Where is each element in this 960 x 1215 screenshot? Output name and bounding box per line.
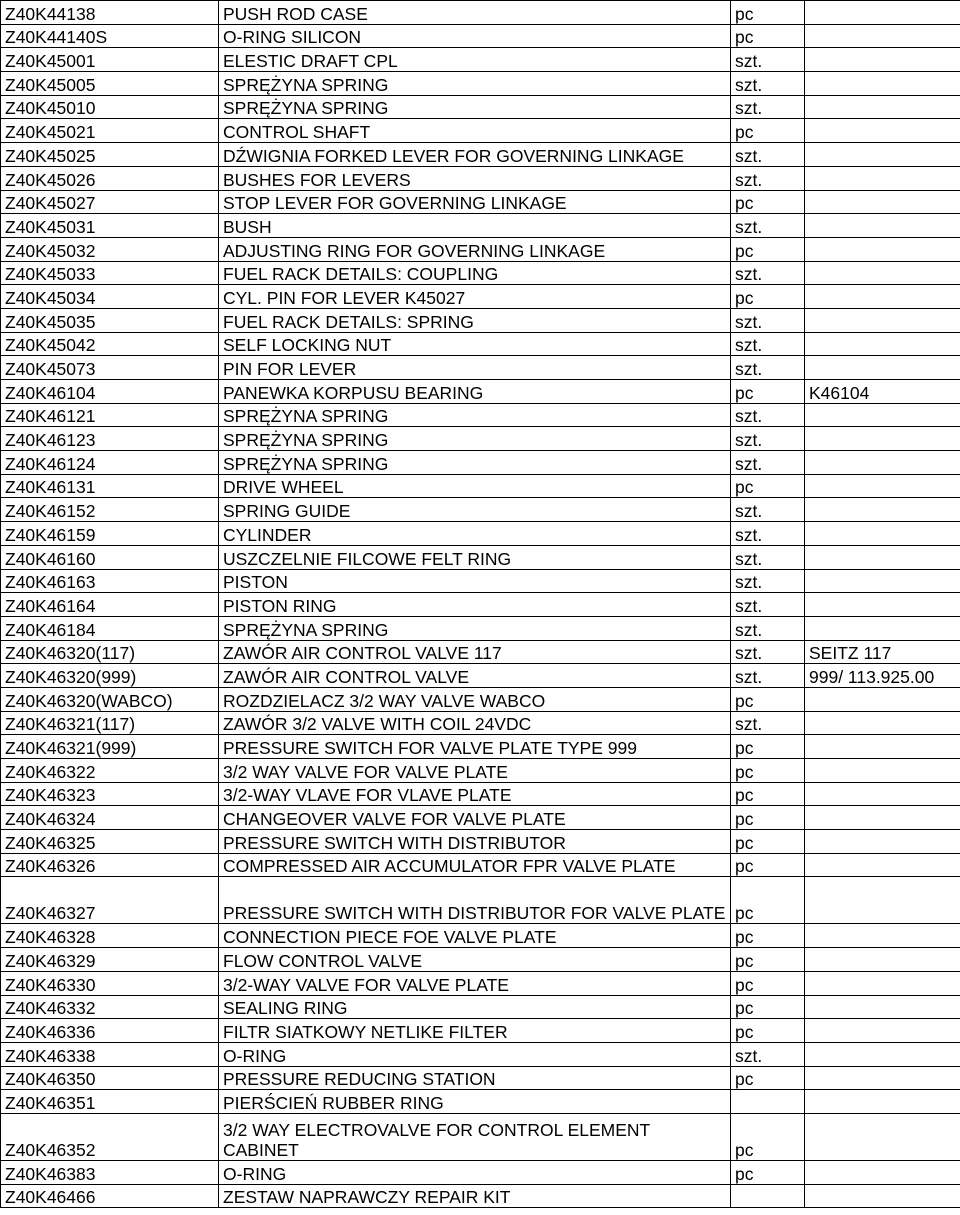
part-number-cell: Z40K46325 — [1, 830, 219, 854]
description-cell: PANEWKA KORPUSU BEARING — [219, 380, 731, 404]
description-cell: CHANGEOVER VALVE FOR VALVE PLATE — [219, 806, 731, 830]
description-cell: ELESTIC DRAFT CPL — [219, 48, 731, 72]
unit-cell: pc — [731, 119, 805, 143]
part-number-cell: Z40K46352 — [1, 1113, 219, 1160]
description-cell: ZAWÓR 3/2 VALVE WITH COIL 24VDC — [219, 711, 731, 735]
table-row — [1, 119, 960, 143]
unit-cell: pc — [731, 1066, 805, 1090]
unit-cell: pc — [731, 806, 805, 830]
table-row — [1, 261, 960, 285]
description-cell: ZAWÓR AIR CONTROL VALVE 117 — [219, 640, 731, 664]
note-cell — [805, 451, 960, 475]
unit-cell: pc — [731, 759, 805, 783]
description-cell: CYLINDER — [219, 522, 731, 546]
description-cell: BUSHES FOR LEVERS — [219, 166, 731, 190]
table-row — [1, 664, 960, 688]
description-cell: FLOW CONTROL VALVE — [219, 948, 731, 972]
part-number-cell: Z40K46121 — [1, 403, 219, 427]
part-number-cell: Z40K46350 — [1, 1066, 219, 1090]
note-cell — [805, 782, 960, 806]
note-cell — [805, 877, 960, 924]
note-cell — [805, 971, 960, 995]
part-number-cell: Z40K46123 — [1, 427, 219, 451]
table-row — [1, 782, 960, 806]
unit-cell: szt. — [731, 593, 805, 617]
unit-cell: pc — [731, 380, 805, 404]
part-number-cell: Z40K45005 — [1, 72, 219, 96]
unit-cell: szt. — [731, 95, 805, 119]
part-number-cell: Z40K45032 — [1, 237, 219, 261]
description-cell: O-RING — [219, 1042, 731, 1066]
table-row — [1, 380, 960, 404]
unit-cell: szt. — [731, 332, 805, 356]
part-number-cell: Z40K45027 — [1, 190, 219, 214]
unit-cell: pc — [731, 877, 805, 924]
part-number-cell: Z40K46329 — [1, 948, 219, 972]
table-row — [1, 877, 960, 924]
unit-cell — [731, 1090, 805, 1114]
table-row — [1, 735, 960, 759]
note-cell — [805, 1019, 960, 1043]
description-cell: 3/2 WAY VALVE FOR VALVE PLATE — [219, 759, 731, 783]
table-row — [1, 971, 960, 995]
note-cell — [805, 474, 960, 498]
description-cell: FILTR SIATKOWY NETLIKE FILTER — [219, 1019, 731, 1043]
description-cell: 3/2 WAY ELECTROVALVE FOR CONTROL ELEMENT CABINET — [219, 1113, 731, 1160]
note-cell: K46104 — [805, 380, 960, 404]
unit-cell: pc — [731, 1113, 805, 1160]
description-cell: CYL. PIN FOR LEVER K45027 — [219, 285, 731, 309]
table-row — [1, 166, 960, 190]
part-number-cell: Z40K45034 — [1, 285, 219, 309]
unit-cell: pc — [731, 782, 805, 806]
unit-cell: pc — [731, 1160, 805, 1184]
note-cell — [805, 72, 960, 96]
description-cell: FUEL RACK DETAILS: COUPLING — [219, 261, 731, 285]
table-row — [1, 143, 960, 167]
note-cell — [805, 1, 960, 25]
part-number-cell: Z40K45010 — [1, 95, 219, 119]
part-number-cell: Z40K46323 — [1, 782, 219, 806]
part-number-cell: Z40K46163 — [1, 569, 219, 593]
table-row — [1, 237, 960, 261]
note-cell — [805, 1160, 960, 1184]
note-cell — [805, 48, 960, 72]
unit-cell: pc — [731, 24, 805, 48]
part-number-cell: Z40K46152 — [1, 498, 219, 522]
part-number-cell: Z40K46131 — [1, 474, 219, 498]
description-cell: SPRĘŻYNA SPRING — [219, 403, 731, 427]
description-cell: PRESSURE SWITCH WITH DISTRIBUTOR FOR VALVE PLATE — [219, 877, 731, 924]
unit-cell: pc — [731, 237, 805, 261]
description-cell: SPRING GUIDE — [219, 498, 731, 522]
table-row — [1, 498, 960, 522]
unit-cell: szt. — [731, 640, 805, 664]
description-cell: CONTROL SHAFT — [219, 119, 731, 143]
note-cell — [805, 545, 960, 569]
table-row — [1, 806, 960, 830]
part-number-cell: Z40K46320(999) — [1, 664, 219, 688]
table-row — [1, 72, 960, 96]
note-cell — [805, 427, 960, 451]
table-row — [1, 285, 960, 309]
table-row — [1, 640, 960, 664]
part-number-cell: Z40K46326 — [1, 853, 219, 877]
unit-cell: szt. — [731, 427, 805, 451]
table-row — [1, 48, 960, 72]
part-number-cell: Z40K46330 — [1, 971, 219, 995]
part-number-cell: Z40K46321(117) — [1, 711, 219, 735]
part-number-cell: Z40K45035 — [1, 308, 219, 332]
table-row — [1, 593, 960, 617]
part-number-cell: Z40K46320(WABCO) — [1, 687, 219, 711]
table-row — [1, 1019, 960, 1043]
description-cell: DŹWIGNIA FORKED LEVER FOR GOVERNING LINKAGE — [219, 143, 731, 167]
description-cell: BUSH — [219, 214, 731, 238]
description-cell: ROZDZIELACZ 3/2 WAY VALVE WABCO — [219, 687, 731, 711]
note-cell — [805, 522, 960, 546]
description-cell: DRIVE WHEEL — [219, 474, 731, 498]
note-cell — [805, 356, 960, 380]
note-cell — [805, 995, 960, 1019]
part-number-cell: Z40K46336 — [1, 1019, 219, 1043]
table-row — [1, 545, 960, 569]
unit-cell: szt. — [731, 545, 805, 569]
note-cell — [805, 711, 960, 735]
unit-cell: szt. — [731, 569, 805, 593]
description-cell: PRESSURE SWITCH WITH DISTRIBUTOR — [219, 830, 731, 854]
unit-cell: szt. — [731, 498, 805, 522]
unit-cell: szt. — [731, 616, 805, 640]
description-cell: SELF LOCKING NUT — [219, 332, 731, 356]
part-number-cell: Z40K46320(117) — [1, 640, 219, 664]
table-row — [1, 427, 960, 451]
table-row — [1, 95, 960, 119]
unit-cell: pc — [731, 1, 805, 25]
table-row — [1, 214, 960, 238]
part-number-cell: Z40K45021 — [1, 119, 219, 143]
table-row — [1, 403, 960, 427]
unit-cell: szt. — [731, 48, 805, 72]
part-number-cell: Z40K46164 — [1, 593, 219, 617]
unit-cell: szt. — [731, 451, 805, 475]
unit-cell: pc — [731, 948, 805, 972]
description-cell: USZCZELNIE FILCOWE FELT RING — [219, 545, 731, 569]
table-row — [1, 924, 960, 948]
note-cell — [805, 332, 960, 356]
description-cell: FUEL RACK DETAILS: SPRING — [219, 308, 731, 332]
parts-table-body — [1, 1, 960, 1208]
part-number-cell: Z40K45001 — [1, 48, 219, 72]
part-number-cell: Z40K46351 — [1, 1090, 219, 1114]
note-cell: 999/ 113.925.00 — [805, 664, 960, 688]
table-row — [1, 24, 960, 48]
part-number-cell: Z40K46327 — [1, 877, 219, 924]
note-cell — [805, 1113, 960, 1160]
part-number-cell: Z40K46324 — [1, 806, 219, 830]
note-cell — [805, 498, 960, 522]
note-cell — [805, 119, 960, 143]
table-row — [1, 830, 960, 854]
table-row — [1, 1184, 960, 1208]
table-row — [1, 759, 960, 783]
unit-cell: pc — [731, 971, 805, 995]
note-cell — [805, 95, 960, 119]
unit-cell: pc — [731, 924, 805, 948]
note-cell — [805, 214, 960, 238]
table-row — [1, 948, 960, 972]
note-cell — [805, 261, 960, 285]
part-number-cell: Z40K45042 — [1, 332, 219, 356]
description-cell: SPRĘŻYNA SPRING — [219, 451, 731, 475]
part-number-cell: Z40K46159 — [1, 522, 219, 546]
table-row — [1, 522, 960, 546]
note-cell — [805, 830, 960, 854]
unit-cell: pc — [731, 285, 805, 309]
unit-cell — [731, 1184, 805, 1208]
description-cell: SPRĘŻYNA SPRING — [219, 427, 731, 451]
note-cell: SEITZ 117 — [805, 640, 960, 664]
part-number-cell: Z40K44138 — [1, 1, 219, 25]
table-row — [1, 356, 960, 380]
unit-cell: szt. — [731, 664, 805, 688]
table-row — [1, 1090, 960, 1114]
table-row — [1, 1160, 960, 1184]
note-cell — [805, 403, 960, 427]
description-cell: PISTON — [219, 569, 731, 593]
note-cell — [805, 1066, 960, 1090]
table-row — [1, 616, 960, 640]
description-cell: PRESSURE REDUCING STATION — [219, 1066, 731, 1090]
note-cell — [805, 948, 960, 972]
part-number-cell: Z40K46104 — [1, 380, 219, 404]
unit-cell: szt. — [731, 261, 805, 285]
unit-cell: szt. — [731, 214, 805, 238]
part-number-cell: Z40K46328 — [1, 924, 219, 948]
description-cell: SEALING RING — [219, 995, 731, 1019]
note-cell — [805, 735, 960, 759]
unit-cell: szt. — [731, 403, 805, 427]
table-row — [1, 308, 960, 332]
part-number-cell: Z40K46160 — [1, 545, 219, 569]
table-row — [1, 451, 960, 475]
note-cell — [805, 806, 960, 830]
note-cell — [805, 166, 960, 190]
description-cell: ADJUSTING RING FOR GOVERNING LINKAGE — [219, 237, 731, 261]
note-cell — [805, 759, 960, 783]
note-cell — [805, 687, 960, 711]
description-cell: ZESTAW NAPRAWCZY REPAIR KIT — [219, 1184, 731, 1208]
table-row — [1, 1, 960, 25]
table-row — [1, 1066, 960, 1090]
note-cell — [805, 1090, 960, 1114]
part-number-cell: Z40K45031 — [1, 214, 219, 238]
note-cell — [805, 190, 960, 214]
note-cell — [805, 593, 960, 617]
unit-cell: szt. — [731, 356, 805, 380]
table-row — [1, 569, 960, 593]
part-number-cell: Z40K45025 — [1, 143, 219, 167]
description-cell: PIERŚCIEŃ RUBBER RING — [219, 1090, 731, 1114]
unit-cell: szt. — [731, 522, 805, 546]
unit-cell: szt. — [731, 72, 805, 96]
part-number-cell: Z40K46184 — [1, 616, 219, 640]
part-number-cell: Z40K46124 — [1, 451, 219, 475]
unit-cell: szt. — [731, 711, 805, 735]
table-row — [1, 687, 960, 711]
note-cell — [805, 1042, 960, 1066]
description-cell: PISTON RING — [219, 593, 731, 617]
unit-cell: szt. — [731, 143, 805, 167]
table-row — [1, 995, 960, 1019]
part-number-cell: Z40K45026 — [1, 166, 219, 190]
unit-cell: pc — [731, 190, 805, 214]
note-cell — [805, 24, 960, 48]
part-number-cell: Z40K46321(999) — [1, 735, 219, 759]
description-cell: PUSH ROD CASE — [219, 1, 731, 25]
unit-cell: szt. — [731, 308, 805, 332]
description-cell: STOP LEVER FOR GOVERNING LINKAGE — [219, 190, 731, 214]
part-number-cell: Z40K46322 — [1, 759, 219, 783]
description-cell: O-RING — [219, 1160, 731, 1184]
table-row — [1, 190, 960, 214]
description-cell: SPRĘŻYNA SPRING — [219, 72, 731, 96]
description-cell: CONNECTION PIECE FOE VALVE PLATE — [219, 924, 731, 948]
note-cell — [805, 853, 960, 877]
note-cell — [805, 1184, 960, 1208]
description-cell: SPRĘŻYNA SPRING — [219, 616, 731, 640]
table-row — [1, 853, 960, 877]
unit-cell: pc — [731, 735, 805, 759]
description-cell: PIN FOR LEVER — [219, 356, 731, 380]
note-cell — [805, 308, 960, 332]
description-cell: O-RING SILICON — [219, 24, 731, 48]
description-cell: 3/2-WAY VALVE FOR VALVE PLATE — [219, 971, 731, 995]
part-number-cell: Z40K44140S — [1, 24, 219, 48]
unit-cell: pc — [731, 1019, 805, 1043]
description-cell: ZAWÓR AIR CONTROL VALVE — [219, 664, 731, 688]
part-number-cell: Z40K46466 — [1, 1184, 219, 1208]
unit-cell: pc — [731, 853, 805, 877]
unit-cell: pc — [731, 687, 805, 711]
part-number-cell: Z40K46338 — [1, 1042, 219, 1066]
unit-cell: pc — [731, 474, 805, 498]
table-row — [1, 1042, 960, 1066]
table-row — [1, 474, 960, 498]
unit-cell: szt. — [731, 166, 805, 190]
unit-cell: szt. — [731, 1042, 805, 1066]
description-cell: COMPRESSED AIR ACCUMULATOR FPR VALVE PLATE — [219, 853, 731, 877]
unit-cell: pc — [731, 995, 805, 1019]
part-number-cell: Z40K46332 — [1, 995, 219, 1019]
description-cell: PRESSURE SWITCH FOR VALVE PLATE TYPE 999 — [219, 735, 731, 759]
part-number-cell: Z40K45073 — [1, 356, 219, 380]
note-cell — [805, 924, 960, 948]
unit-cell: pc — [731, 830, 805, 854]
description-cell: 3/2-WAY VLAVE FOR VLAVE PLATE — [219, 782, 731, 806]
part-number-cell: Z40K45033 — [1, 261, 219, 285]
table-row — [1, 711, 960, 735]
description-cell: SPRĘŻYNA SPRING — [219, 95, 731, 119]
note-cell — [805, 143, 960, 167]
table-row — [1, 332, 960, 356]
note-cell — [805, 616, 960, 640]
note-cell — [805, 569, 960, 593]
part-number-cell: Z40K46383 — [1, 1160, 219, 1184]
note-cell — [805, 285, 960, 309]
table-row — [1, 1113, 960, 1160]
note-cell — [805, 237, 960, 261]
